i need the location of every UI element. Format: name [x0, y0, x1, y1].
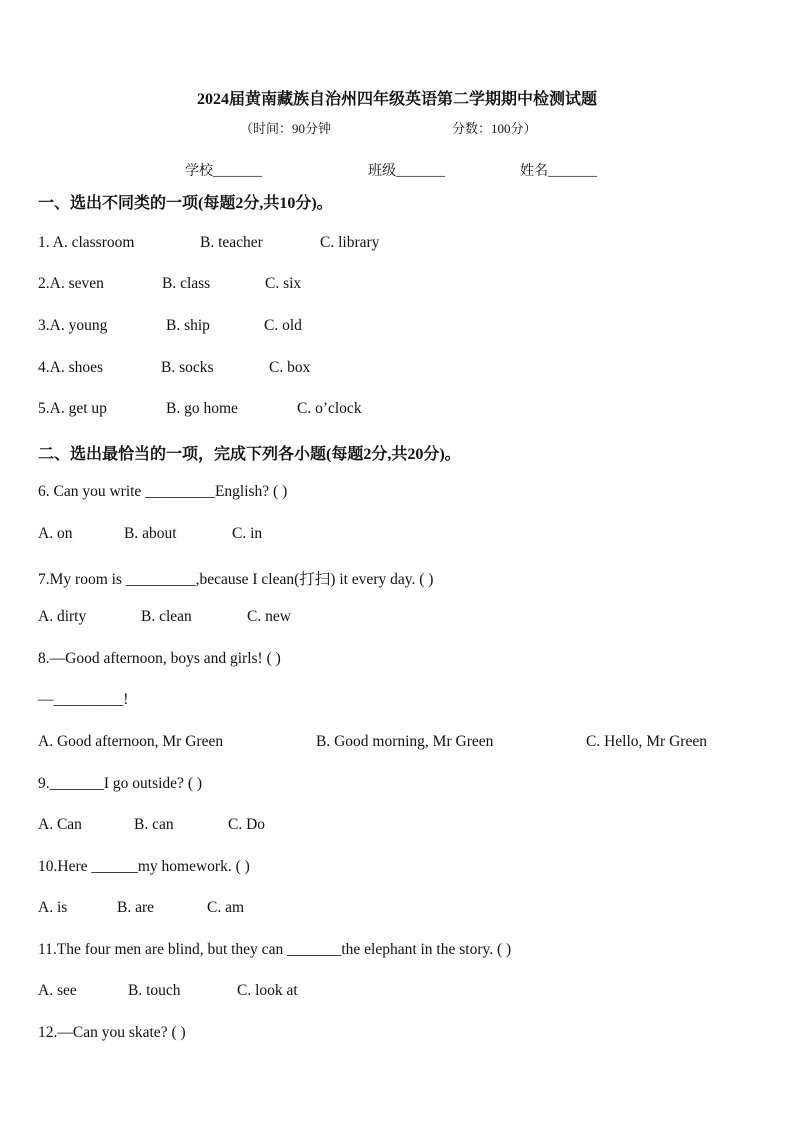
q8-option-c: C. Hello, Mr Green: [586, 733, 707, 750]
q5-option-c: C. o’clock: [297, 400, 362, 417]
q5-option-b: B. go home: [166, 400, 238, 417]
q9-option-a: A. Can: [38, 816, 82, 833]
q11-option-c: C. look at: [237, 982, 298, 999]
school-field: 学校_______: [185, 164, 262, 179]
q7-option-a: A. dirty: [38, 608, 87, 625]
page-title: 2024届黄南藏族自治州四年级英语第二学期期中检测试题: [196, 91, 597, 108]
q7-stem: 7.My room is _________,because I clean(打扫) it every day. ( ): [38, 571, 434, 588]
q6-option-a: A. on: [38, 525, 73, 542]
q11-option-a: A. see: [38, 982, 77, 999]
q8-reply: —_________!: [38, 691, 129, 708]
q10-option-a: A. is: [38, 899, 68, 916]
q11-stem: 11.The four men are blind, but they can _______the elephant in the story. ( ): [38, 941, 512, 958]
section-2-heading: 二、选出最恰当的一项，完成下列各小题(每题2分,共20分)。: [38, 446, 461, 463]
q3-option-a: 3.A. young: [38, 317, 108, 334]
q2-option-b: B. class: [162, 275, 211, 292]
q7-option-b: B. clean: [141, 608, 192, 625]
q12-stem: 12.—Can you skate? ( ): [38, 1024, 186, 1041]
q4-option-a: 4.A. shoes: [38, 359, 104, 376]
q4-option-b: B. socks: [161, 359, 214, 376]
q8-stem: 8.—Good afternoon, boys and girls! ( ): [38, 650, 281, 667]
q10-option-b: B. are: [117, 899, 155, 916]
q9-stem: 9._______I go outside? ( ): [38, 775, 203, 792]
section-1-heading: 一、选出不同类的一项(每题2分,共10分)。: [38, 195, 333, 212]
q5-option-a: 5.A. get up: [38, 400, 107, 417]
q8-option-b: B. Good morning, Mr Green: [316, 733, 494, 750]
q2-option-a: 2.A. seven: [38, 275, 104, 292]
q8-option-a: A. Good afternoon, Mr Green: [38, 733, 224, 750]
q3-option-c: C. old: [264, 317, 302, 334]
q4-option-c: C. box: [269, 359, 311, 376]
q11-option-b: B. touch: [128, 982, 181, 999]
q6-stem: 6. Can you write _________English? ( ): [38, 483, 288, 500]
q7-option-c: C. new: [247, 608, 291, 625]
exam-score: 分数：100分）: [452, 121, 537, 136]
q1-option-b: B. teacher: [200, 234, 263, 251]
name-field: 姓名_______: [520, 164, 597, 179]
q9-option-c: C. Do: [228, 816, 266, 833]
q10-option-c: C. am: [207, 899, 245, 916]
q1-option-a: 1. A. classroom: [38, 234, 135, 251]
q9-option-b: B. can: [134, 816, 174, 833]
exam-time: （时间：90分钟: [240, 121, 332, 136]
q2-option-c: C. six: [265, 275, 302, 292]
class-field: 班级_______: [368, 164, 445, 179]
q1-option-c: C. library: [320, 234, 380, 251]
q3-option-b: B. ship: [166, 317, 210, 334]
q6-option-b: B. about: [124, 525, 177, 542]
q6-option-c: C. in: [232, 525, 263, 542]
q10-stem: 10.Here ______my homework. ( ): [38, 858, 250, 875]
